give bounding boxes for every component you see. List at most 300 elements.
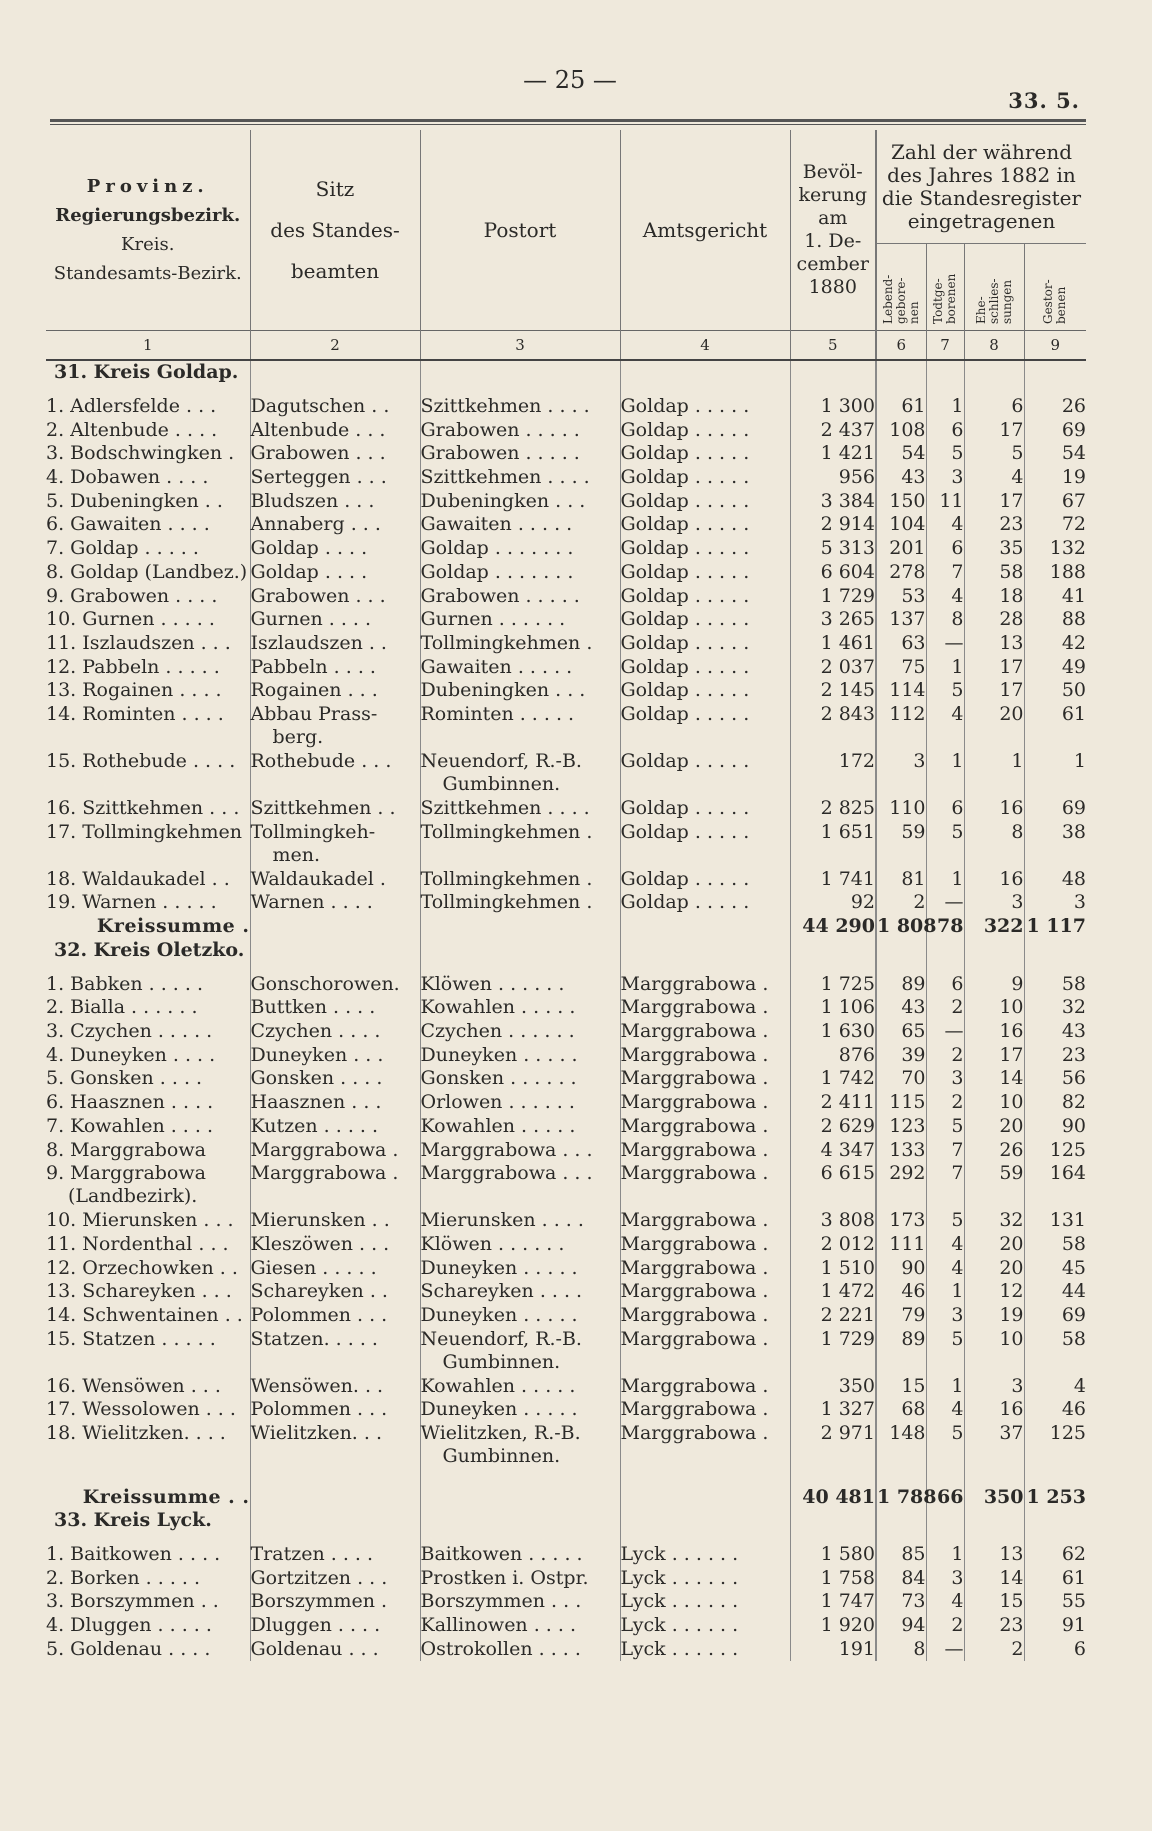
eheschliessungen-cell: 58 <box>964 561 1024 585</box>
amtsgericht-cell: Marggrabowa . <box>620 1091 790 1115</box>
eheschliessungen-cell: 4 <box>964 466 1024 490</box>
postort-cell <box>420 891 620 915</box>
eheschliessungen-cell: 32 <box>964 1209 1024 1233</box>
bezirk-name: 1. Baitkowen . . . . <box>46 1543 221 1565</box>
eheschliessungen-cell: 15 <box>964 1590 1024 1614</box>
sitz-name: Buttken . . . . <box>250 996 376 1019</box>
header-gestorbene <box>1024 244 1086 331</box>
table-row <box>46 1162 1086 1209</box>
postort-name: Schareyken . . . . <box>420 1280 583 1303</box>
sitz-name: Gonsken . . . . <box>250 1067 383 1090</box>
lebendgeborene-cell: 108 <box>876 419 926 443</box>
amtsgericht-cell: Marggrabowa . <box>620 1304 790 1328</box>
empty-cell <box>620 1469 790 1509</box>
table-row <box>46 797 1086 821</box>
lebendgeborene-cell: 63 <box>876 632 926 656</box>
col-number: 1 <box>46 331 250 361</box>
sitz-cell <box>250 1614 420 1638</box>
postort-cell <box>420 632 620 656</box>
eheschliessungen-cell: 28 <box>964 608 1024 632</box>
bezirk-name-cell <box>46 1638 250 1662</box>
empty-cell <box>876 1509 926 1543</box>
gestorbene-cell: 56 <box>1024 1067 1086 1091</box>
postort-name: Neuendorf, R.-B. <box>420 1327 582 1350</box>
gestorbene-cell: 188 <box>1024 561 1086 585</box>
postort-cell <box>420 419 620 443</box>
gestorbene-cell: 46 <box>1024 1398 1086 1422</box>
bezirk-name-cell <box>46 1139 250 1163</box>
sitz-cell <box>250 466 420 490</box>
bezirk-name-cell <box>46 513 250 537</box>
todtgeborene-cell: 6 <box>926 419 964 443</box>
gestorbene-cell: 43 <box>1024 1020 1086 1044</box>
lebendgeborene-cell: 54 <box>876 442 926 466</box>
empty-cell <box>790 360 876 395</box>
bevoelkerung-cell: 1 920 <box>790 1614 876 1638</box>
todtgeborene-cell: 3 <box>926 466 964 490</box>
bezirk-name-cell <box>46 868 250 892</box>
table-row <box>46 513 1086 537</box>
lebendgeborene-cell: 114 <box>876 679 926 703</box>
eheschliessungen-cell: 5 <box>964 442 1024 466</box>
bezirk-name-cell <box>46 1280 250 1304</box>
bezirk-name: 12. Pabbeln . . . . . <box>46 655 220 678</box>
postort-name: Kowahlen . . . . . <box>420 1374 576 1397</box>
bezirk-name: 1. Babken . . . . . <box>46 972 204 995</box>
table-row <box>46 1422 1086 1469</box>
postort-cell <box>420 821 620 868</box>
todtgeborene-cell: 5 <box>926 1328 964 1375</box>
postort-name: Gawaiten . . . . . <box>420 513 573 536</box>
sitz-name: Abbau Prass- <box>250 702 378 725</box>
bezirk-name-cont: (Landbezirk). <box>68 1185 198 1208</box>
postort-name: Szittkehmen . . . . <box>420 796 590 819</box>
todtgeborene-cell: 4 <box>926 585 964 609</box>
bevoelkerung-cell: 1 461 <box>790 632 876 656</box>
amtsgericht-cell: Goldap . . . . . <box>620 632 790 656</box>
postort-cell <box>420 490 620 514</box>
eheschliessungen-cell: 19 <box>964 1304 1024 1328</box>
postort-cell <box>420 1257 620 1281</box>
bezirk-name: 2. Bialla . . . . . . <box>46 996 198 1019</box>
postort-cell <box>420 973 620 997</box>
sitz-cell <box>250 632 420 656</box>
eheschliessungen-cell: 26 <box>964 1139 1024 1163</box>
amtsgericht-cell: Marggrabowa . <box>620 996 790 1020</box>
bezirk-name: 7. Goldap . . . . . <box>46 537 199 560</box>
empty-cell <box>250 360 420 395</box>
empty-cell <box>1024 360 1086 395</box>
eheschliessungen-cell: 20 <box>964 703 1024 750</box>
sum-gestorbene: 1 253 <box>1024 1469 1086 1509</box>
gestorbene-cell: 55 <box>1024 1590 1086 1614</box>
bevoelkerung-cell: 1 300 <box>790 395 876 419</box>
amtsgericht-cell: Marggrabowa . <box>620 1422 790 1469</box>
sitz-name: Gonschorowen. <box>250 972 400 995</box>
amtsgericht-cell: Goldap . . . . . <box>620 868 790 892</box>
eheschliessungen-cell: 10 <box>964 1091 1024 1115</box>
sitz-name: Marggrabowa . <box>250 1138 399 1161</box>
sitz-cell <box>250 973 420 997</box>
postort-name: Kowahlen . . . . . <box>420 1114 576 1137</box>
bezirk-name: 3. Borszymmen . . <box>46 1590 219 1613</box>
table-row <box>46 395 1086 419</box>
bezirk-name: 3. Czychen . . . . . <box>46 1020 213 1043</box>
bevoelkerung-cell: 5 313 <box>790 537 876 561</box>
bevoelkerung-cell: 92 <box>790 891 876 915</box>
sitz-cell <box>250 1638 420 1662</box>
bezirk-name: 15. Rothebude . . . . <box>46 749 236 772</box>
table-row <box>46 868 1086 892</box>
amtsgericht-cell: Goldap . . . . . <box>620 703 790 750</box>
amtsgericht-cell: Lyck . . . . . . <box>620 1567 790 1591</box>
amtsgericht-cell: Goldap . . . . . <box>620 585 790 609</box>
lebendgeborene-cell: 84 <box>876 1567 926 1591</box>
sum-gestorbene: 1 117 <box>1024 915 1086 939</box>
sitz-name: Goldap . . . . <box>250 560 368 583</box>
bevoelkerung-cell: 4 347 <box>790 1139 876 1163</box>
header-sitz-l2: des Standes- <box>270 217 400 242</box>
table-row <box>46 1614 1086 1638</box>
postort-cell <box>420 442 620 466</box>
col-number: 3 <box>420 331 620 361</box>
gestorbene-cell: 38 <box>1024 821 1086 868</box>
bezirk-name-cell <box>46 1328 250 1375</box>
sitz-cell <box>250 1328 420 1375</box>
eheschliessungen-cell: 20 <box>964 1115 1024 1139</box>
eheschliessungen-cell: 35 <box>964 537 1024 561</box>
bezirk-name-cell <box>46 891 250 915</box>
postort-name: Kallinowen . . . . <box>420 1614 576 1637</box>
postort-name: Duneyken . . . . . <box>420 1043 578 1066</box>
table-row <box>46 490 1086 514</box>
sum-bevoelkerung: 44 290 <box>790 915 876 939</box>
eheschliessungen-cell: 6 <box>964 395 1024 419</box>
postort-name: Szittkehmen . . . . <box>420 395 590 417</box>
bevoelkerung-cell: 6 615 <box>790 1162 876 1209</box>
bevoelkerung-cell: 3 384 <box>790 490 876 514</box>
table-row <box>46 1067 1086 1091</box>
eheschliessungen-cell: 9 <box>964 973 1024 997</box>
eheschliessungen-cell: 14 <box>964 1067 1024 1091</box>
bezirk-name-cell <box>46 1304 250 1328</box>
header-gestorbene-label: Gestor- benen <box>1041 279 1069 325</box>
sitz-cell <box>250 1567 420 1591</box>
postort-name: Wielitzken, R.-B. <box>420 1422 581 1444</box>
amtsgericht-cell: Marggrabowa . <box>620 1233 790 1257</box>
sitz-name: Bludszen . . . <box>250 489 375 512</box>
table-row <box>46 1280 1086 1304</box>
sitz-cell <box>250 656 420 680</box>
amtsgericht-cell: Goldap . . . . . <box>620 513 790 537</box>
eheschliessungen-cell: 10 <box>964 1328 1024 1375</box>
amtsgericht-cell: Lyck . . . . . . <box>620 1614 790 1638</box>
table-row <box>46 1543 1086 1567</box>
gestorbene-cell: 48 <box>1024 868 1086 892</box>
postort-cell <box>420 1044 620 1068</box>
table-row <box>46 1044 1086 1068</box>
gestorbene-cell: 125 <box>1024 1422 1086 1469</box>
sitz-name: Grabowen . . . <box>250 584 386 607</box>
sitz-name: Polommen . . . <box>250 1303 388 1326</box>
table-row <box>46 1209 1086 1233</box>
bezirk-name: 14. Schwentainen . . <box>46 1303 243 1326</box>
sitz-cell <box>250 1257 420 1281</box>
gestorbene-cell: 45 <box>1024 1257 1086 1281</box>
empty-cell <box>250 1509 420 1543</box>
sitz-cell <box>250 1067 420 1091</box>
table-row <box>46 1398 1086 1422</box>
todtgeborene-cell: 5 <box>926 1209 964 1233</box>
sitz-cell <box>250 537 420 561</box>
sitz-cell <box>250 891 420 915</box>
sitz-name: Mierunsken . . <box>250 1209 390 1232</box>
postort-name: Dubeningken . . . <box>420 679 586 702</box>
empty-cell <box>620 360 790 395</box>
lebendgeborene-cell: 137 <box>876 608 926 632</box>
postort-cell <box>420 1162 620 1209</box>
bezirk-name: 5. Dubeningken . . <box>46 489 223 512</box>
bezirk-name: 16. Wensöwen . . . <box>46 1374 221 1397</box>
sitz-name: Goldap . . . . <box>250 537 368 560</box>
postort-name: Grabowen . . . . . <box>420 418 580 441</box>
header-provinz <box>46 130 250 331</box>
postort-cell <box>420 1280 620 1304</box>
postort-name: Rominten . . . . . <box>420 702 575 725</box>
bevoelkerung-cell: 1 747 <box>790 1590 876 1614</box>
sitz-name: Giesen . . . . . <box>250 1256 377 1279</box>
amtsgericht-cell: Marggrabowa . <box>620 1209 790 1233</box>
bezirk-name-cell <box>46 1067 250 1091</box>
lebendgeborene-cell: 89 <box>876 973 926 997</box>
gestorbene-cell: 58 <box>1024 1328 1086 1375</box>
amtsgericht-cell: Marggrabowa . <box>620 1257 790 1281</box>
postort-cell <box>420 608 620 632</box>
bevoelkerung-cell: 1 725 <box>790 973 876 997</box>
header-group-zahl: Zahl der während des Jahres 1882 in die Standesregister eingetragenen <box>876 130 1086 244</box>
bevoelkerung-cell: 191 <box>790 1638 876 1662</box>
amtsgericht-cell: Marggrabowa . <box>620 1398 790 1422</box>
amtsgericht-cell: Goldap . . . . . <box>620 490 790 514</box>
lebendgeborene-cell: 43 <box>876 996 926 1020</box>
todtgeborene-cell: 5 <box>926 1115 964 1139</box>
amtsgericht-cell: Marggrabowa . <box>620 1067 790 1091</box>
table-row <box>46 1590 1086 1614</box>
postort-name: Goldap . . . . . . . <box>420 537 574 560</box>
sitz-cell <box>250 1091 420 1115</box>
bezirk-name-cell <box>46 1543 250 1567</box>
postort-cell <box>420 585 620 609</box>
sum-lebendgeborene: 1 788 <box>876 1469 926 1509</box>
gestorbene-cell: 23 <box>1024 1044 1086 1068</box>
sitz-cell <box>250 1044 420 1068</box>
sitz-name: Serteggen . . . <box>250 466 387 489</box>
lebendgeborene-cell: 85 <box>876 1543 926 1567</box>
bezirk-name-cell <box>46 1020 250 1044</box>
table-row <box>46 1233 1086 1257</box>
header-bev-l5: cember <box>796 253 869 275</box>
postort-cell <box>420 1067 620 1091</box>
bezirk-name-cell <box>46 797 250 821</box>
sum-todtgeborene: 78 <box>926 915 964 939</box>
empty-cell <box>620 1509 790 1543</box>
postort-cell <box>420 561 620 585</box>
gestorbene-cell: 44 <box>1024 1280 1086 1304</box>
empty-cell <box>1024 1509 1086 1543</box>
gestorbene-cell: 54 <box>1024 442 1086 466</box>
todtgeborene-cell: 2 <box>926 1091 964 1115</box>
sitz-name: Tollmingkeh- <box>250 820 376 843</box>
bevoelkerung-cell: 876 <box>790 1044 876 1068</box>
table-row <box>46 537 1086 561</box>
todtgeborene-cell: 5 <box>926 821 964 868</box>
bezirk-name: 3. Bodschwingken . <box>46 442 235 465</box>
table-row <box>46 703 1086 750</box>
table-row <box>46 632 1086 656</box>
postort-name: Gawaiten . . . . . <box>420 655 573 678</box>
empty-cell <box>420 1509 620 1543</box>
amtsgericht-cell: Marggrabowa . <box>620 1020 790 1044</box>
gestorbene-cell: 50 <box>1024 679 1086 703</box>
gestorbene-cell: 82 <box>1024 1091 1086 1115</box>
sitz-cell <box>250 1209 420 1233</box>
sitz-cell <box>250 1139 420 1163</box>
postort-name: Tollmingkehmen . <box>420 631 593 654</box>
eheschliessungen-cell: 16 <box>964 797 1024 821</box>
bezirk-name-cell <box>46 821 250 868</box>
header-provinz-l1: Provinz. <box>86 176 209 197</box>
bezirk-name-cell <box>46 1398 250 1422</box>
lebendgeborene-cell: 123 <box>876 1115 926 1139</box>
header-sitz <box>250 130 420 331</box>
sum-label: Kreissumme . <box>96 915 250 937</box>
todtgeborene-cell: 4 <box>926 703 964 750</box>
postort-name: Dubeningken . . . <box>420 489 586 512</box>
sitz-cell <box>250 513 420 537</box>
todtgeborene-cell: 5 <box>926 442 964 466</box>
sitz-cell <box>250 561 420 585</box>
sitz-cell <box>250 419 420 443</box>
sitz-cell <box>250 821 420 868</box>
bevoelkerung-cell: 350 <box>790 1375 876 1399</box>
postort-name: Duneyken . . . . . <box>420 1398 578 1421</box>
gestorbene-cell: 4 <box>1024 1375 1086 1399</box>
postort-name: Szittkehmen . . . . <box>420 466 590 489</box>
todtgeborene-cell: 4 <box>926 1398 964 1422</box>
lebendgeborene-cell: 173 <box>876 1209 926 1233</box>
amtsgericht-cell: Lyck . . . . . . <box>620 1590 790 1614</box>
postort-cell <box>420 1422 620 1469</box>
postort-cell <box>420 1398 620 1422</box>
bezirk-name: 4. Dobawen . . . . <box>46 466 209 489</box>
gestorbene-cell: 69 <box>1024 1304 1086 1328</box>
bezirk-name-cell <box>46 1257 250 1281</box>
lebendgeborene-cell: 104 <box>876 513 926 537</box>
empty-cell <box>420 1469 620 1509</box>
empty-cell <box>620 939 790 973</box>
postort-cell <box>420 1139 620 1163</box>
sitz-name-cont: men. <box>272 843 321 866</box>
header-postort: Postort <box>420 130 620 331</box>
postort-name: Czychen . . . . . . <box>420 1020 575 1043</box>
bezirk-name: 18. Wielitzken. . . . <box>46 1422 226 1444</box>
todtgeborene-cell: 6 <box>926 973 964 997</box>
lebendgeborene-cell: 43 <box>876 466 926 490</box>
section-title: 31. Kreis Goldap. <box>54 361 239 383</box>
section-header-row <box>46 360 1086 395</box>
postort-name: Marggrabowa . . . <box>420 1162 593 1185</box>
sitz-name-cont: berg. <box>272 725 324 748</box>
lebendgeborene-cell: 89 <box>876 1328 926 1375</box>
sitz-name: Kleszöwen . . . <box>250 1232 390 1255</box>
lebendgeborene-cell: 81 <box>876 868 926 892</box>
sitz-cell <box>250 1304 420 1328</box>
bevoelkerung-cell: 1 630 <box>790 1020 876 1044</box>
lebendgeborene-cell: 73 <box>876 1590 926 1614</box>
header-sitz-l3: beamten <box>290 258 380 283</box>
sitz-cell <box>250 1422 420 1469</box>
sitz-name: Grabowen . . . <box>250 442 386 465</box>
table-row <box>46 750 1086 797</box>
bezirk-name-cell <box>46 442 250 466</box>
postort-name: Tollmingkehmen . <box>420 867 593 890</box>
postort-name: Kowahlen . . . . . <box>420 996 576 1019</box>
eheschliessungen-cell: 23 <box>964 513 1024 537</box>
gestorbene-cell: 41 <box>1024 585 1086 609</box>
sitz-name: Schareyken . . <box>250 1280 388 1303</box>
sitz-name: Borszymmen . <box>250 1590 388 1613</box>
todtgeborene-cell: 2 <box>926 996 964 1020</box>
lebendgeborene-cell: 110 <box>876 797 926 821</box>
bevoelkerung-cell: 1 580 <box>790 1543 876 1567</box>
postort-cell <box>420 1543 620 1567</box>
postort-name: Duneyken . . . . . <box>420 1303 578 1326</box>
bezirk-name: 8. Marggrabowa <box>46 1138 206 1161</box>
postort-cell <box>420 703 620 750</box>
gestorbene-cell: 61 <box>1024 703 1086 750</box>
sum-todtgeborene: 66 <box>926 1469 964 1509</box>
bezirk-name: 11. Iszlaudszen . . . <box>46 631 231 654</box>
empty-cell <box>926 360 964 395</box>
col-number: 6 <box>876 331 926 361</box>
bezirk-name: 8. Goldap (Landbez.) <box>46 560 248 583</box>
table-row <box>46 1567 1086 1591</box>
lebendgeborene-cell: 15 <box>876 1375 926 1399</box>
header-sitz-l1: Sitz <box>315 176 355 201</box>
sitz-cell <box>250 395 420 419</box>
lebendgeborene-cell: 115 <box>876 1091 926 1115</box>
postort-name: Mierunsken . . . . <box>420 1209 584 1232</box>
amtsgericht-cell: Goldap . . . . . <box>620 656 790 680</box>
bezirk-name: 10. Mierunsken . . . <box>46 1209 234 1232</box>
bezirk-name: 10. Gurnen . . . . . <box>46 608 215 631</box>
empty-cell <box>876 360 926 395</box>
postort-name-cont: Gumbinnen. <box>442 1350 561 1373</box>
amtsgericht-cell: Goldap . . . . . <box>620 679 790 703</box>
table-row <box>46 1304 1086 1328</box>
todtgeborene-cell: 5 <box>926 1422 964 1469</box>
eheschliessungen-cell: 17 <box>964 490 1024 514</box>
table-row <box>46 561 1086 585</box>
lebendgeborene-cell: 148 <box>876 1422 926 1469</box>
gestorbene-cell: 58 <box>1024 1233 1086 1257</box>
table-row <box>46 1091 1086 1115</box>
postort-cell <box>420 537 620 561</box>
todtgeborene-cell: — <box>926 891 964 915</box>
sitz-name: Szittkehmen . . <box>250 796 396 819</box>
bevoelkerung-cell: 3 265 <box>790 608 876 632</box>
bezirk-name-cell <box>46 490 250 514</box>
